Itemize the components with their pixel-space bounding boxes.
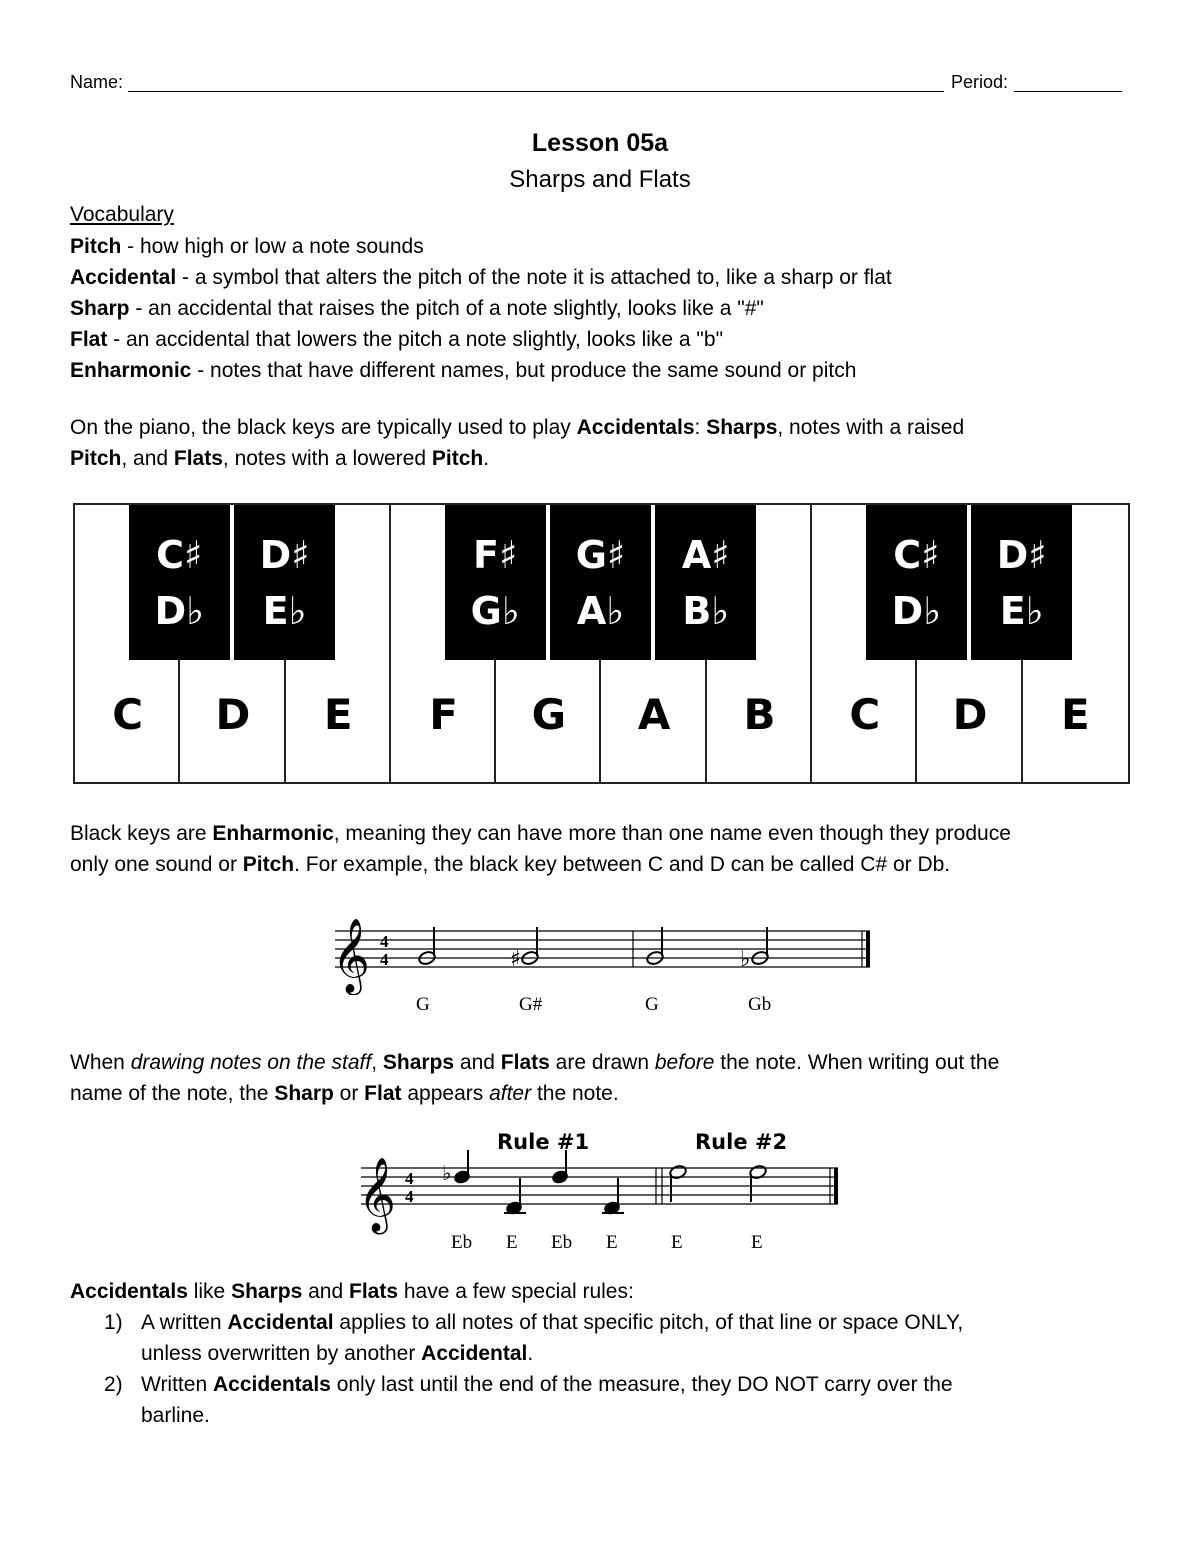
name-field[interactable] <box>128 91 944 92</box>
flat-name: D♭ <box>154 589 205 633</box>
flat-icon: ♭ <box>442 1161 452 1185</box>
rule-1-number: 1) <box>104 1311 123 1334</box>
vocab-item: Accidental - a symbol that alters the pitch of the note it is attached to, like a sharp or flat <box>70 266 892 289</box>
white-key-label: E <box>323 690 353 739</box>
rule-2-number: 2) <box>104 1373 123 1396</box>
note-label: E <box>506 1232 518 1253</box>
note-label: E <box>671 1232 683 1253</box>
name-label: Name: <box>70 72 124 92</box>
flat-icon: ♭ <box>740 947 751 972</box>
note-label: E <box>751 1232 763 1253</box>
sharp-name: F♯ <box>473 533 518 577</box>
page-subtitle: Sharps and Flats <box>509 166 691 193</box>
white-key-label: D <box>215 690 251 739</box>
sharp-name: C♯ <box>156 533 203 577</box>
period-label: Period: <box>951 72 1009 92</box>
sharp-name: G♯ <box>575 533 626 577</box>
white-key-label: B <box>743 690 776 739</box>
white-key-label: C <box>849 690 881 739</box>
white-key-label: C <box>112 690 144 739</box>
time-signature-top: 4 <box>405 1169 414 1188</box>
sharp-name: A♯ <box>681 533 730 577</box>
flat-name: G♭ <box>470 589 520 633</box>
paragraph-piano-line1: On the piano, the black keys are typically used to play Accidentals: Sharps, notes with a raised <box>70 416 965 439</box>
paragraph-enharmonic-line1: Black keys are Enharmonic, meaning they can have more than one name even though they produce <box>70 822 1011 845</box>
note-label: Gb <box>748 994 772 1015</box>
rule-1-line1: A written Accidental applies to all notes of that specific pitch, of that line or space ONLY, <box>141 1311 964 1334</box>
page-title: Lesson 05a <box>531 129 669 157</box>
flat-name: B♭ <box>682 589 730 633</box>
note-label: G <box>645 994 659 1015</box>
vocab-heading: Vocabulary <box>70 203 174 226</box>
sharp-name: D♯ <box>259 533 310 577</box>
rules-intro: Accidentals like Sharps and Flats have a few special rules: <box>70 1280 634 1303</box>
vocab-item: Enharmonic - notes that have different names, but produce the same sound or pitch <box>70 359 857 382</box>
white-key-label: F <box>429 690 458 739</box>
note-label: Eb <box>551 1232 573 1253</box>
flat-name: A♭ <box>576 589 625 633</box>
vocab-item: Flat - an accidental that lowers the pitch a note slightly, looks like a "b" <box>70 328 724 351</box>
sharp-name: C♯ <box>893 533 940 577</box>
flat-name: E♭ <box>999 589 1044 633</box>
flat-name: E♭ <box>262 589 307 633</box>
white-key-label: E <box>1060 690 1090 739</box>
paragraph-drawing-line2: name of the note, the Sharp or Flat appears after the note. <box>70 1082 619 1105</box>
black-key <box>655 505 756 660</box>
black-key <box>550 505 651 660</box>
vocab-item: Sharp - an accidental that raises the pitch of a note slightly, looks like a "#" <box>70 297 764 320</box>
rule-1-label: Rule #1 <box>497 1130 590 1154</box>
black-key <box>971 505 1072 660</box>
rule-2-line2: barline. <box>141 1404 210 1427</box>
note-label: G <box>416 994 430 1015</box>
staff-example-2 <box>358 1150 848 1235</box>
treble-clef-icon: 𝄞 <box>358 1158 396 1232</box>
note-label: G# <box>519 994 543 1015</box>
flat-name: D♭ <box>891 589 942 633</box>
black-key <box>129 505 230 660</box>
staff-example-1 <box>330 905 880 995</box>
paragraph-drawing-line1: When drawing notes on the staff, Sharps and Flats are drawn before the note. When writing out the <box>70 1051 1000 1074</box>
paragraph-enharmonic-line2: only one sound or Pitch. For example, the black key between C and D can be called C# or Db. <box>70 853 951 876</box>
white-key-label: A <box>637 690 671 739</box>
paragraph-piano-line2: Pitch, and Flats, notes with a lowered Pitch. <box>70 447 490 470</box>
time-signature-top: 4 <box>380 932 389 951</box>
black-key <box>234 505 335 660</box>
period-field[interactable] <box>1014 91 1122 92</box>
black-key <box>445 505 546 660</box>
sharp-icon: ♯ <box>510 947 521 972</box>
time-signature-bottom: 4 <box>405 1187 414 1206</box>
rule-2-label: Rule #2 <box>695 1130 788 1154</box>
rule-1-line2: unless overwritten by another Accidental. <box>141 1342 534 1365</box>
time-signature-bottom: 4 <box>380 950 389 969</box>
treble-clef-icon: 𝄞 <box>332 919 370 993</box>
note-label: E <box>606 1232 618 1253</box>
vocab-item: Pitch - how high or low a note sounds <box>70 235 424 258</box>
black-key <box>866 505 967 660</box>
rule-2-line1: Written Accidentals only last until the end of the measure, they DO NOT carry over the <box>141 1373 953 1396</box>
white-key-label: D <box>952 690 988 739</box>
sharp-name: D♯ <box>996 533 1047 577</box>
white-key-label: G <box>531 690 567 739</box>
note-label: Eb <box>451 1232 473 1253</box>
